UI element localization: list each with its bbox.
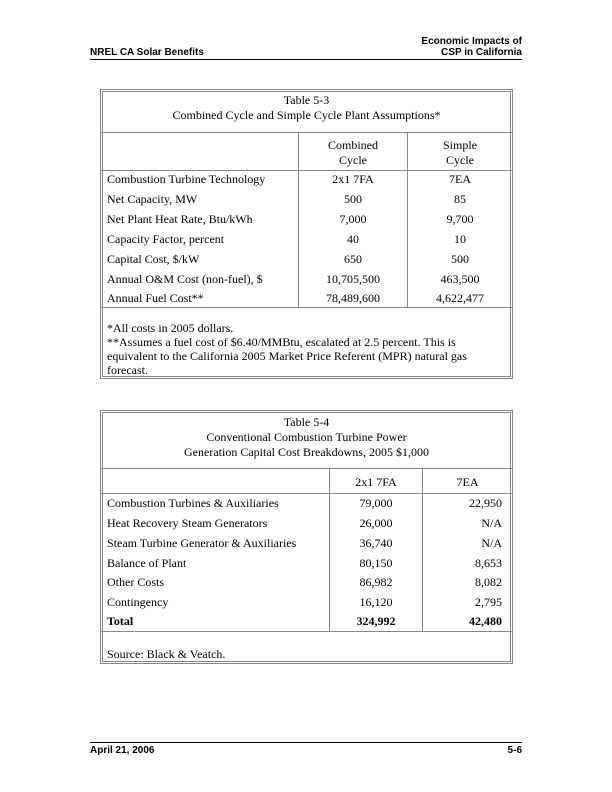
row-label: Steam Turbine Generator & Auxiliaries: [107, 536, 297, 550]
row-value-7fa: 79,000: [359, 496, 393, 510]
table-5-4-rule-source: [101, 631, 512, 632]
colhead-line: Cycle: [446, 153, 474, 167]
table-5-3-caption: [101, 93, 512, 123]
row-value-combined: 7,000: [339, 212, 367, 226]
row-label: Net Plant Heat Rate, Btu/kWh: [107, 212, 253, 226]
row-value-simple: 463,500: [440, 272, 480, 286]
row-label: Balance of Plant: [107, 556, 187, 570]
row-label: Combustion Turbine Technology: [107, 172, 266, 186]
table-total-row: [101, 611, 512, 631]
row-value-7fa: 80,150: [359, 556, 393, 570]
table-row: [101, 493, 512, 513]
table-5-4-subtitle-2: Generation Capital Cost Breakdowns, 2005 $1,000: [184, 445, 429, 459]
header-rule: [90, 59, 522, 60]
row-value-simple: 4,622,477: [436, 291, 484, 305]
row-value-simple: 85: [454, 192, 466, 206]
row-label: Annual Fuel Cost**: [107, 291, 204, 305]
table-row: [101, 572, 512, 592]
table-5-3-rule-notes: [101, 307, 512, 308]
row-value-combined: 78,489,600: [326, 291, 380, 305]
table-5-3-note-2: **Assumes a fuel cost of $6.40/MMBtu, escalated at 2.5 percent. This is equivalent to the California 2005 Market Price Referent (MPR) natural gas forecast.: [107, 335, 467, 377]
header-right-title: [421, 36, 522, 58]
table-row: [101, 288, 512, 308]
row-label: Annual O&M Cost (non-fuel), $: [107, 272, 263, 286]
row-label: Other Costs: [107, 575, 164, 589]
table-row: [101, 513, 512, 533]
table-row: [101, 169, 512, 189]
row-label: Heat Recovery Steam Generators: [107, 516, 268, 530]
table-5-3-title: Table 5-3: [283, 93, 330, 107]
row-label: Capacity Factor, percent: [107, 232, 225, 246]
row-value-7ea: 8,082: [475, 575, 502, 589]
table-5-3: [100, 89, 513, 379]
row-value-7ea: N/A: [481, 516, 502, 530]
row-value-simple: 7EA: [449, 172, 471, 186]
row-label: Combustion Turbines & Auxiliaries: [107, 496, 279, 510]
row-value-combined: 650: [344, 252, 362, 266]
colhead-line: Simple: [442, 138, 477, 152]
table-5-4-caption: [101, 415, 512, 460]
row-value-7ea: 2,795: [475, 595, 502, 609]
row-value-combined: 40: [347, 232, 359, 246]
colhead-line: Combined: [328, 138, 378, 152]
footer-page-number: 5-6: [507, 745, 522, 756]
row-label: Net Capacity, MW: [107, 192, 198, 206]
colhead-line: Cycle: [339, 153, 367, 167]
row-value-combined: 2x1 7FA: [332, 172, 374, 186]
row-value-7fa: 86,982: [359, 575, 393, 589]
table-5-3-colhead-combined: [299, 138, 407, 168]
table-row: [101, 269, 512, 289]
table-row: [101, 229, 512, 249]
row-value-combined: 10,705,500: [326, 272, 380, 286]
table-5-4-title: Table 5-4: [283, 415, 330, 429]
header-right-line2: CSP in California: [441, 47, 522, 58]
total-label: Total: [107, 614, 134, 628]
table-5-4-source: Source: Black & Veatch.: [107, 647, 226, 661]
header-right-line1: Economic Impacts of: [421, 36, 522, 47]
footer-rule: [90, 742, 522, 743]
row-label: Capital Cost, $/kW: [107, 252, 200, 266]
row-value-7fa: 26,000: [359, 516, 393, 530]
table-5-4-colhead-7ea: 7EA: [456, 475, 479, 489]
total-value-7ea: 42,480: [469, 614, 502, 628]
row-value-simple: 500: [451, 252, 469, 266]
table-5-3-rule-top: [101, 132, 512, 133]
row-value-simple: 9,700: [446, 212, 474, 226]
row-value-7ea: 8,653: [475, 556, 502, 570]
table-5-4-colhead-7fa: 2x1 7FA: [355, 475, 397, 489]
table-row: [101, 553, 512, 573]
table-row: [101, 189, 512, 209]
table-5-3-colhead-simple: [408, 138, 512, 168]
table-row: [101, 533, 512, 553]
table-5-4: [100, 410, 513, 664]
table-5-4-subtitle-1: Conventional Combustion Turbine Power: [206, 430, 407, 444]
row-value-7fa: 16,120: [359, 595, 393, 609]
footer-date: April 21, 2006: [90, 745, 155, 756]
row-value-simple: 10: [454, 232, 466, 246]
header-left-title: NREL CA Solar Benefits: [90, 47, 204, 58]
total-value-7fa: 324,992: [356, 614, 396, 628]
table-row: [101, 249, 512, 269]
table-row: [101, 209, 512, 229]
table-row: [101, 592, 512, 612]
table-5-3-subtitle: Combined Cycle and Simple Cycle Plant Assumptions*: [172, 108, 441, 122]
table-5-3-note-1: *All costs in 2005 dollars.: [107, 321, 234, 335]
row-value-7ea: 22,950: [469, 496, 502, 510]
row-label: Contingency: [107, 595, 169, 609]
table-5-4-rule-top: [101, 468, 512, 469]
row-value-7ea: N/A: [481, 536, 502, 550]
row-value-7fa: 36,740: [359, 536, 393, 550]
row-value-combined: 500: [344, 192, 362, 206]
